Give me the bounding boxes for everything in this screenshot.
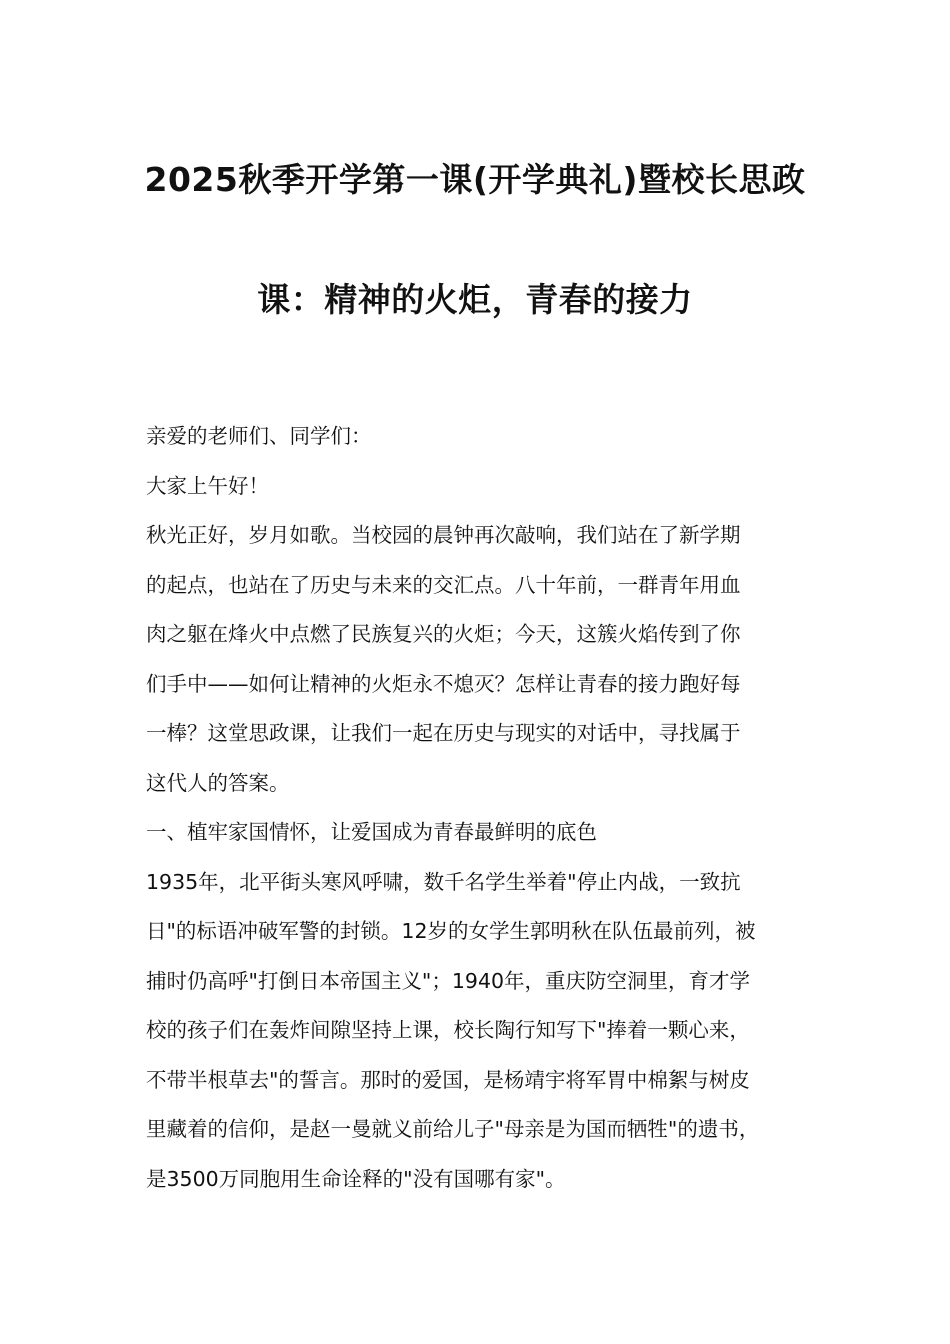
document-body: [146, 412, 826, 1204]
greeting: 大家上午好！: [146, 473, 269, 498]
body-line: 一棒？这堂思政课，让我们一起在历史与现实的对话中，寻找属于: [146, 721, 741, 745]
body-line: 们手中——如何让精神的火炬永不熄灭？怎样让青春的接力跑好每: [146, 671, 741, 696]
body-line: 肉之躯在烽火中点燃了民族复兴的火炬；今天，这簇火焰传到了你: [146, 622, 741, 646]
body-line: 不带半根草去"的誓言。那时的爱国，是杨靖宇将军胃中棉絮与树皮: [146, 1067, 750, 1092]
body-line: 1935年，北平街头寒风呼啸，数千名学生举着"停止内战，一致抗: [146, 869, 741, 894]
salutation: 亲爱的老师们、同学们：: [146, 424, 372, 448]
document-title-line-1: 2025秋季开学第一课(开学典礼)暨校长思政: [144, 160, 806, 199]
body-line: 的起点，也站在了历史与未来的交汇点。八十年前，一群青年用血: [146, 572, 741, 597]
body-line: 日"的标语冲破军警的封锁。12岁的女学生郭明秋在队伍最前列，被: [146, 919, 756, 943]
body-line: 是3500万同胞用生命诠释的"没有国哪有家"。: [146, 1166, 566, 1191]
body-line: 秋光正好，岁月如歌。当校园的晨钟再次敲响，我们站在了新学期: [146, 523, 741, 547]
body-line: 里藏着的信仰，是赵一曼就义前给儿子"母亲是为国而牺牲"的遗书，: [146, 1117, 760, 1141]
document-title-line-2: 课：精神的火炬，青春的接力: [257, 280, 693, 319]
body-line: 校的孩子们在轰炸间隙坚持上课，校长陶行知写下"捧着一颗心来，: [146, 1018, 750, 1042]
body-line: 捕时仍高呼"打倒日本帝国主义"；1940年，重庆防空洞里，育才学: [146, 968, 751, 993]
body-line: 这代人的答案。: [146, 770, 290, 795]
section-heading: 一、植牢家国情怀，让爱国成为青春最鲜明的底色: [146, 820, 597, 844]
